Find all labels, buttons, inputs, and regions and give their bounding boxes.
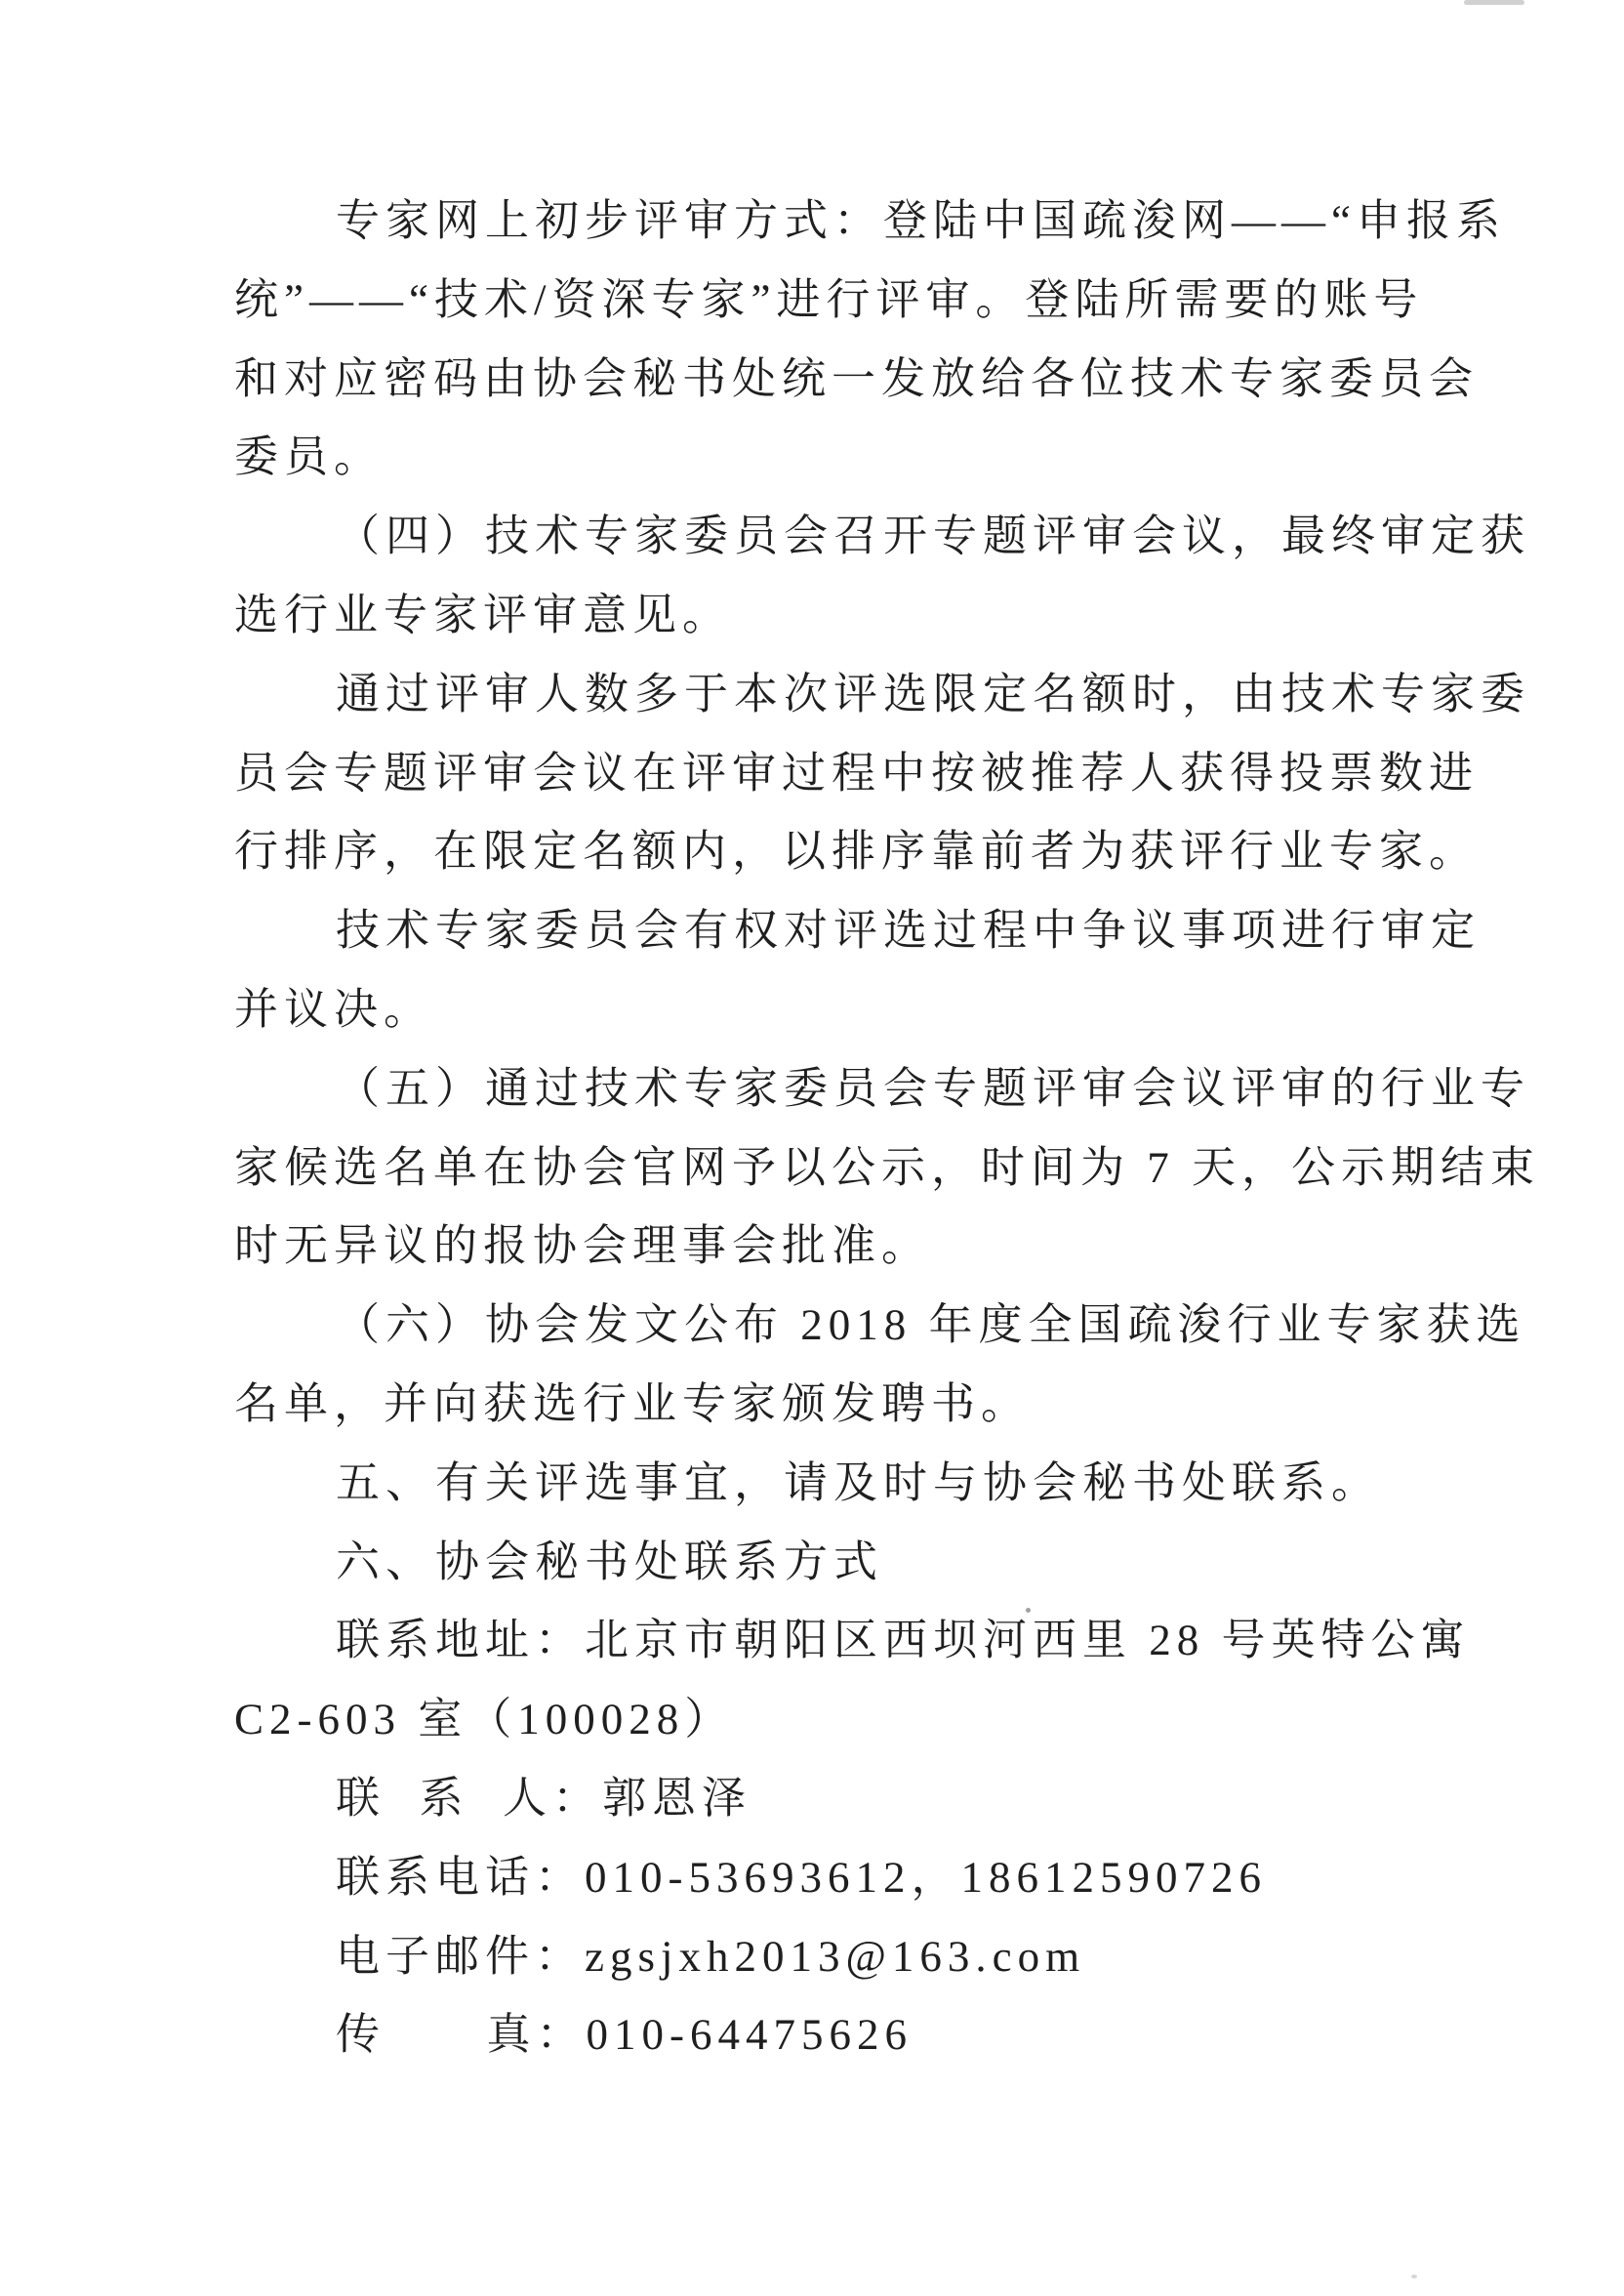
text-line: 名单，并向获选行业专家颁发聘书。 bbox=[234, 1378, 1032, 1428]
scan-smudge bbox=[1464, 0, 1524, 5]
text-line: 时无异议的报协会理事会批准。 bbox=[234, 1221, 932, 1271]
text-line: 员会专题评审会议在评审过程中按被推荐人获得投票数进 bbox=[234, 748, 1480, 798]
text-line: 并议决。 bbox=[234, 984, 434, 1034]
scan-speck bbox=[1026, 1608, 1031, 1613]
text-line: 委员。 bbox=[234, 432, 385, 482]
text-line: 联 系 人：郭恩泽 bbox=[336, 1773, 752, 1823]
text-line: 统”——“技术/资深专家”进行评审。登陆所需要的账号 bbox=[234, 274, 1424, 324]
text-line: 和对应密码由协会秘书处统一发放给各位技术专家委员会 bbox=[234, 353, 1480, 403]
text-line: 专家网上初步评审方式：登陆中国疏浚网——“申报系 bbox=[336, 196, 1506, 245]
text-line: 传 真：010-64475626 bbox=[336, 2010, 913, 2060]
text-line: C2-603 室（100028） bbox=[234, 1695, 735, 1744]
document-body bbox=[234, 182, 1541, 2074]
text-line: 家候选名单在协会官网予以公示，时间为 7 天，公示期结束 bbox=[234, 1142, 1541, 1192]
text-line: 通过评审人数多于本次评选限定名额时，由技术专家委 bbox=[336, 669, 1531, 718]
text-line: 行排序，在限定名额内，以排序靠前者为获评行业专家。 bbox=[234, 827, 1480, 877]
text-line: （六）协会发文公布 2018 年度全国疏浚行业专家获选 bbox=[336, 1300, 1526, 1350]
text-line: 六、协会秘书处联系方式 bbox=[336, 1537, 884, 1586]
text-line: （四）技术专家委员会召开专题评审会议，最终审定获 bbox=[336, 512, 1531, 561]
text-line: （五）通过技术专家委员会专题评审会议评审的行业专 bbox=[336, 1063, 1531, 1113]
text-line: 选行业专家评审意见。 bbox=[234, 590, 733, 639]
text-line: 技术专家委员会有权对评选过程中争议事项进行审定 bbox=[336, 906, 1482, 956]
scan-speck bbox=[1411, 2275, 1417, 2278]
text-line: 联系地址：北京市朝阳区西坝河西里 28 号英特公寓 bbox=[336, 1616, 1471, 1665]
text-line: 联系电话：010-53693612，18612590726 bbox=[336, 1852, 1267, 1902]
text-line: 五、有关评选事宜，请及时与协会秘书处联系。 bbox=[336, 1457, 1382, 1507]
text-line: 电子邮件：zgsjxh2013@163.com bbox=[336, 1931, 1086, 1981]
